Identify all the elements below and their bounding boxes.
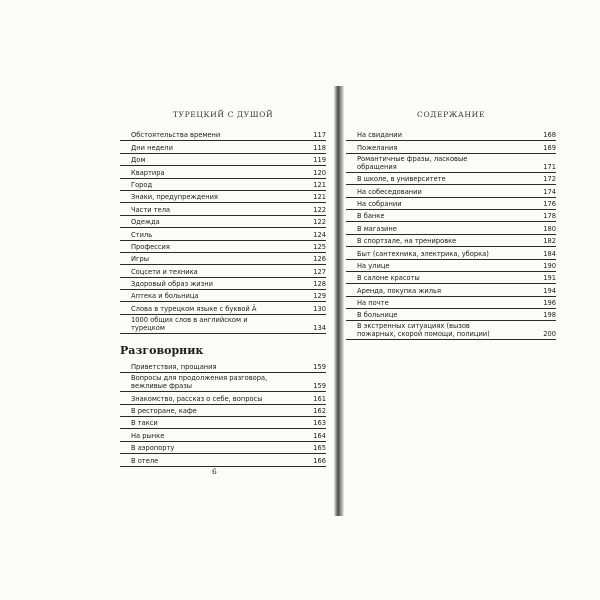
toc-entry-page: 159	[313, 363, 326, 372]
toc-entry	[120, 361, 326, 373]
left-toc	[120, 129, 326, 467]
toc-entry-page: 159	[313, 382, 326, 391]
toc-entry-title: В магазине	[357, 224, 397, 233]
toc-entry-title: В банке	[357, 212, 385, 221]
toc-entry-page: 119	[313, 156, 326, 165]
toc-entry	[120, 278, 326, 290]
toc-entry	[346, 141, 556, 153]
toc-entry	[346, 272, 556, 284]
toc-entry-title: Пожелания	[357, 143, 398, 152]
toc-entry-title: В салоне красоты	[357, 274, 420, 283]
toc-entry	[120, 203, 326, 215]
toc-entry-title: Знакомство, рассказ о себе, вопросы	[131, 394, 263, 403]
toc-entry-title: В аэропорту	[131, 444, 175, 453]
toc-entry-page: 166	[313, 456, 326, 465]
toc-entry-page: 121	[313, 180, 326, 189]
toc-entry-page: 124	[313, 230, 326, 239]
toc-entry-page: 184	[543, 249, 556, 258]
toc-entry	[346, 129, 556, 141]
toc-entry-page: 122	[313, 218, 326, 227]
toc-entry-title: Одежда	[131, 218, 160, 227]
toc-entry-title: На собрании	[357, 199, 402, 208]
toc-entry-title: Слова в турецком языке с буквой Â	[131, 304, 257, 313]
toc-entry-page: 128	[313, 280, 326, 289]
toc-entry-title: На почте	[357, 299, 389, 308]
toc-entry	[120, 405, 326, 417]
toc-entry-page: 196	[543, 299, 556, 308]
toc-entry-page: 164	[313, 431, 326, 440]
toc-entry	[120, 315, 326, 334]
toc-entry-page: 168	[543, 131, 556, 140]
toc-entry-page: 180	[543, 224, 556, 233]
toc-entry-title: В школе, в университете	[357, 175, 446, 184]
toc-entry	[120, 302, 326, 314]
toc-entry-title: Приветствия, прощания	[131, 363, 217, 372]
toc-entry-page: 126	[313, 255, 326, 264]
toc-entry-title: На свидании	[357, 131, 403, 140]
toc-entry-page: 200	[543, 330, 556, 339]
toc-entry	[346, 210, 556, 222]
toc-entry	[346, 297, 556, 309]
toc-entry-page: 129	[313, 292, 326, 301]
toc-entry	[346, 198, 556, 210]
toc-entry-page: 191	[543, 274, 556, 283]
toc-entry	[120, 179, 326, 191]
toc-entry-page: 122	[313, 205, 326, 214]
toc-entry	[346, 222, 556, 234]
toc-entry-page: 121	[313, 193, 326, 202]
toc-entry-page: 165	[313, 444, 326, 453]
toc-entry-title: На улице	[357, 261, 390, 270]
toc-entry-title: Дом	[131, 156, 146, 165]
toc-entry	[346, 321, 556, 340]
toc-entry-title: Соцсети и техника	[131, 267, 198, 276]
toc-entry-title: В ресторане, кафе	[131, 407, 197, 416]
toc-entry	[120, 392, 326, 404]
toc-entry-page: 130	[313, 304, 326, 313]
toc-entry-title: В такси	[131, 419, 158, 428]
toc-entry	[346, 185, 556, 197]
toc-entry	[120, 429, 326, 441]
toc-entry-title: Аренда, покупка жилья	[357, 286, 441, 295]
page-number: 6	[212, 467, 217, 476]
toc-entry	[346, 247, 556, 259]
toc-entry-page: 118	[313, 143, 326, 152]
toc-entry	[120, 166, 326, 178]
toc-entry-title: Дни недели	[131, 143, 173, 152]
toc-entry-title: Профессия	[131, 242, 170, 251]
toc-entry-page: 174	[543, 187, 556, 196]
right-toc-entries	[346, 129, 556, 340]
toc-entry-page: 120	[313, 168, 326, 177]
toc-entry-page: 198	[543, 311, 556, 320]
toc-entry-title: Вопросы для продолжения разговора, вежливые фразы	[131, 374, 268, 391]
toc-entry-title: Квартира	[131, 168, 165, 177]
toc-entry-title: Здоровый образ жизни	[131, 280, 213, 289]
toc-entry	[120, 265, 326, 277]
toc-entry	[346, 260, 556, 272]
toc-entry	[120, 373, 326, 392]
toc-entry-page: 194	[543, 286, 556, 295]
toc-entry	[120, 417, 326, 429]
left-page	[120, 0, 326, 600]
toc-entry-title: Обстоятельства времени	[131, 131, 221, 140]
toc-entry-page: 172	[543, 175, 556, 184]
right-toc	[346, 129, 556, 340]
toc-entry-page: 163	[313, 419, 326, 428]
toc-entry	[346, 309, 556, 321]
toc-entry	[346, 235, 556, 247]
toc-entry	[120, 241, 326, 253]
toc-entry	[120, 290, 326, 302]
toc-entry-title: В больнице	[357, 311, 398, 320]
toc-entry-title: Игры	[131, 255, 150, 264]
section-toc-entries	[120, 361, 326, 467]
toc-entry	[120, 154, 326, 166]
toc-entry-title: На рынке	[131, 431, 165, 440]
toc-entry-page: 190	[543, 261, 556, 270]
toc-entry-title: Знаки, предупреждения	[131, 193, 218, 202]
toc-entry-title: В спортзале, на тренировке	[357, 237, 457, 246]
left-toc-entries	[120, 129, 326, 334]
toc-entry-page: 182	[543, 237, 556, 246]
toc-entry-title: В экстренных ситуациях (вызов пожарных, скорой помощи, полиции)	[357, 322, 490, 339]
toc-entry-title: На собеседовании	[357, 187, 422, 196]
toc-entry	[120, 454, 326, 466]
toc-entry-page: 176	[543, 199, 556, 208]
toc-entry-page: 134	[313, 323, 326, 332]
toc-entry-title: 1000 общих слов в английском и турецком	[131, 315, 248, 332]
toc-entry-title: Части тела	[131, 205, 171, 214]
toc-entry	[120, 141, 326, 153]
toc-entry-page: 127	[313, 267, 326, 276]
left-running-head: ТУРЕЦКИЙ С ДУШОЙ	[172, 110, 274, 119]
right-running-head: СОДЕРЖАНИЕ	[417, 110, 485, 119]
right-page	[346, 0, 556, 600]
toc-entry-title: Город	[131, 180, 153, 189]
toc-entry-page: 178	[543, 212, 556, 221]
toc-entry	[120, 129, 326, 141]
toc-entry	[120, 228, 326, 240]
toc-entry-title: Быт (сантехника, электрика, уборка)	[357, 249, 489, 258]
section-title: Разговорник	[120, 343, 204, 357]
toc-entry	[346, 154, 556, 173]
toc-entry-page: 162	[313, 407, 326, 416]
toc-entry	[346, 173, 556, 185]
toc-entry-title: В отеле	[131, 456, 159, 465]
book-gutter	[334, 86, 344, 516]
toc-entry	[120, 216, 326, 228]
toc-entry-page: 117	[313, 131, 326, 140]
toc-entry	[120, 253, 326, 265]
toc-entry-title: Аптека и больница	[131, 292, 199, 301]
toc-entry	[120, 442, 326, 454]
toc-entry-page: 171	[543, 162, 556, 171]
toc-entry-page: 161	[313, 394, 326, 403]
toc-entry-page: 169	[543, 143, 556, 152]
toc-entry-page: 125	[313, 242, 326, 251]
toc-entry-title: Стиль	[131, 230, 153, 239]
toc-entry	[346, 284, 556, 296]
toc-entry-title: Романтичные фразы, ласковые обращения	[357, 154, 468, 171]
toc-entry	[120, 191, 326, 203]
